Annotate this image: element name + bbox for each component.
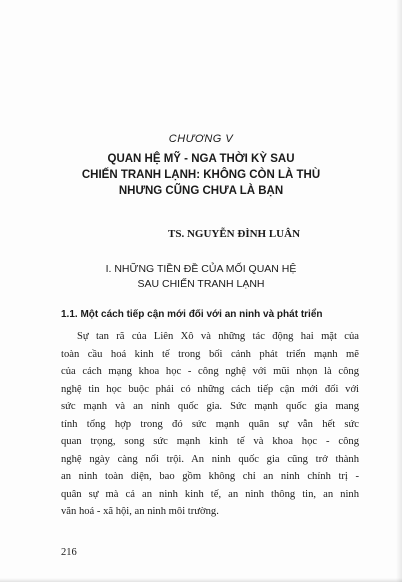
paragraph-line: của cách mạng khoa học - công nghệ với mũi nhọn là công bbox=[61, 366, 359, 377]
page-edge-shadow bbox=[396, 0, 402, 582]
chapter-label: CHƯƠNG V bbox=[168, 133, 234, 145]
page-number: 216 bbox=[61, 547, 77, 558]
author-name: TS. NGUYỄN ĐÌNH LUÂN bbox=[168, 228, 301, 240]
paragraph-line: toàn cầu hoá kinh tế trong bối cảnh phát triển mạnh mẽ bbox=[61, 348, 359, 360]
paragraph-line: quân sự mà cả an ninh kinh tế, an ninh thông tin, an ninh bbox=[61, 488, 359, 500]
chapter-title-line: QUAN HỆ MỸ - NGA THỜI KỲ SAU bbox=[107, 153, 295, 165]
section-heading-line: I. NHỮNG TIỀN ĐỀ CỦA MỐI QUAN HỆ bbox=[105, 263, 297, 275]
paragraph-line: sức mạnh và an ninh quốc gia. Sức mạnh quốc gia mang bbox=[61, 401, 359, 412]
section-heading-line: SAU CHIẾN TRANH LẠNH bbox=[137, 278, 265, 290]
paragraph-line: tính tổng hợp trong đó sức mạnh quân sự vẫn hết sức bbox=[61, 418, 359, 430]
paragraph-line: quan trọng, song sức mạnh kinh tế và khoa học - công bbox=[61, 436, 359, 447]
chapter-title bbox=[0, 151, 402, 199]
body-paragraph bbox=[61, 328, 359, 521]
chapter-title-line: CHIẾN TRANH LẠNH: KHÔNG CÒN LÀ THÙ bbox=[81, 169, 321, 181]
paragraph-line: nghệ tin học buộc phải có những cách tiếp cận mới đối với bbox=[61, 383, 359, 395]
paragraph-line: nghệ ngày càng nổi trội. An ninh quốc gia cũng trở thành bbox=[61, 453, 359, 465]
chapter-title-line: NHƯNG CŨNG CHƯA LÀ BẠN bbox=[118, 185, 284, 197]
section-heading bbox=[0, 262, 402, 292]
subsection-heading: 1.1. Một cách tiếp cận mới đối với an ninh và phát triển bbox=[61, 309, 323, 320]
page-bottom-edge bbox=[0, 578, 402, 582]
paragraph-line: Sự tan rã của Liên Xô và những tác động hai mặt của bbox=[77, 331, 359, 342]
paragraph-line: văn hoá - xã hội, an ninh môi trường. bbox=[61, 506, 219, 517]
paragraph-line: an ninh toàn diện, bao gồm không chỉ an ninh chính trị - bbox=[61, 471, 359, 482]
